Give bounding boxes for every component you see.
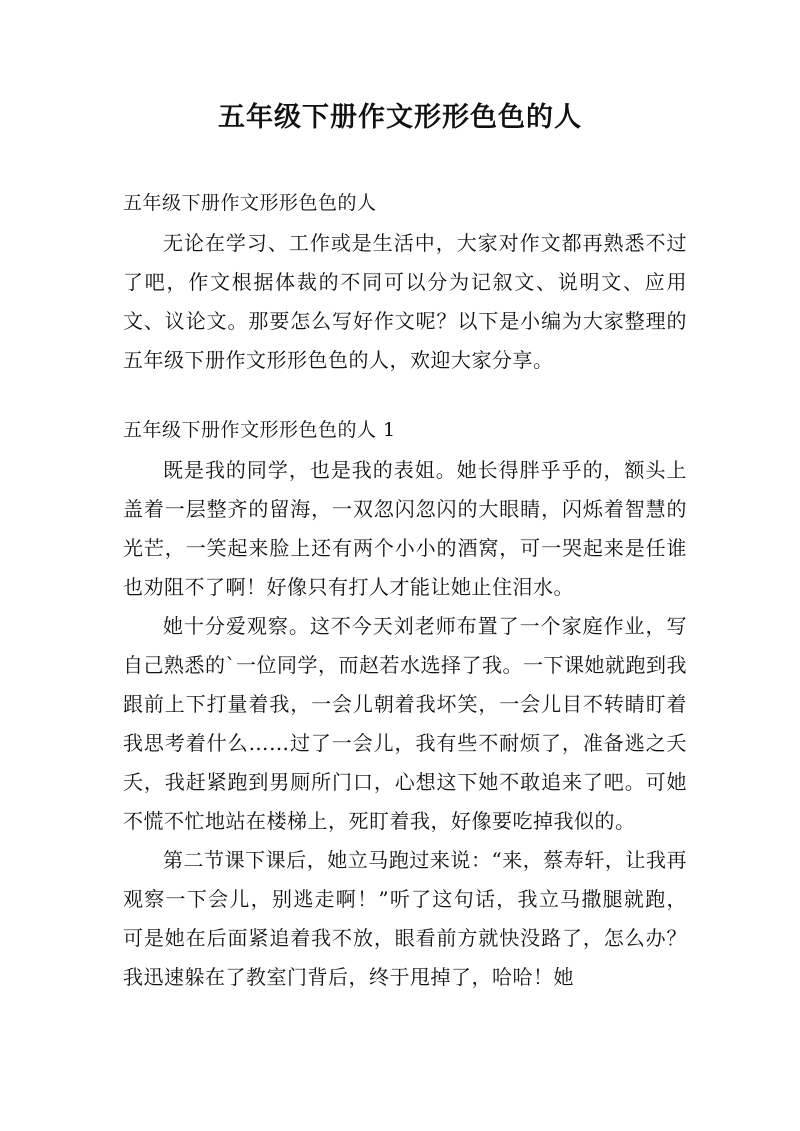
- section-1-paragraph-3: 第二节课下课后，她立马跑过来说：“来，蔡寿轩，让我再观察一下会儿，别逃走啊！”听了这句话，我立马撒腿就跑，可是她在后面紧追着我不放，眼看前方就快没路了，怎么办？我迅速躲在了教室门背后，终于甩掉了，哈哈！她: [123, 848, 687, 989]
- intro-heading: 五年级下册作文形形色色的人: [123, 192, 377, 214]
- section-1-heading: 五年级下册作文形形色色的人 1: [123, 419, 396, 441]
- section-1-paragraph-1: 既是我的同学，也是我的表姐。她长得胖乎乎的，额头上盖着一层整齐的留海，一双忽闪忽闪的大眼睛，闪烁着智慧的光芒，一笑起来脸上还有两个小小的酒窝，可一哭起来是任谁也劝阻不了啊！好像只有打人才能让她止住泪水。: [123, 458, 687, 599]
- intro-paragraph: 无论在学习、工作或是生活中，大家对作文都再熟悉不过了吧，作文根据体裁的不同可以分为记叙文、说明文、应用文、议论文。那要怎么写好作文呢？以下是小编为大家整理的五年级下册作文形形色色的人，欢迎大家分享。: [123, 231, 687, 372]
- section-1-body: [123, 451, 687, 997]
- document-title: 五年级下册作文形形色色的人: [218, 102, 582, 133]
- section-1-paragraph-2: 她十分爱观察。这不今天刘老师布置了一个家庭作业，写自己熟悉的`一位同学，而赵若水选择了我。一下课她就跑到我跟前上下打量着我，一会儿朝着我坏笑，一会儿目不转睛盯着我思考着什么……过了一会儿，我有些不耐烦了，准备逃之夭夭，我赶紧跑到男厕所门口，心想这下她不敢追来了吧。可她不慌不忙地站在楼梯上，死盯着我，好像要吃掉我似的。: [123, 614, 687, 833]
